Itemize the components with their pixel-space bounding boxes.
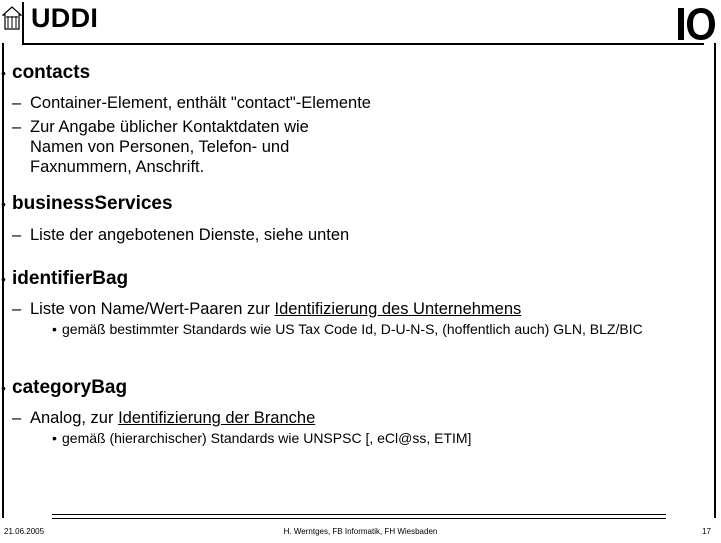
bullet-dot: • [1, 380, 6, 396]
bullet-dot: • [1, 65, 6, 81]
small-bullet-dot: • [52, 430, 57, 446]
subitem-text: Container-Element, enthält "contact"-Elemente [30, 94, 371, 112]
page-number: 17 [702, 527, 711, 536]
hochschule-logo-icon [674, 6, 719, 42]
bullet-dot: • [1, 196, 6, 212]
dash-bullet: – [12, 118, 22, 136]
subitem [12, 225, 670, 245]
item-categoryBag [1, 377, 128, 399]
subitem-text: Liste der angebotenen Dienste, siehe unten [30, 226, 350, 244]
detail-text: gemäß bestimmter Standards wie US Tax Code Id, D-U-N-S, (hoffentlich auch) GLN, BLZ/BIC [62, 321, 643, 337]
dash-bullet: – [12, 94, 22, 112]
item-contacts [1, 62, 91, 84]
subitem [12, 117, 360, 177]
dash-bullet: – [12, 226, 22, 244]
subitem-text: Analog, zur [30, 409, 119, 427]
home-icon[interactable] [2, 6, 22, 30]
slide-title: UDDI [31, 3, 99, 33]
detail-item [52, 430, 662, 447]
footer-rule [52, 514, 666, 519]
detail-text: gemäß (hierarchischer) Standards wie UNSPSC [, eCl@ss, ETIM] [62, 430, 472, 446]
subitem [12, 93, 670, 113]
title-underline [22, 43, 704, 45]
subitem [12, 299, 670, 319]
footer-author: H. Werntges, FB Informatik, FH Wiesbaden [283, 527, 438, 536]
detail-item [52, 321, 662, 338]
subitem-underlined-text: Identifizierung des Unternehmens [274, 300, 522, 318]
item-businessServices [1, 193, 173, 215]
small-bullet-dot: • [52, 321, 57, 337]
item-heading: contacts [12, 62, 91, 83]
bullet-dot: • [1, 271, 6, 287]
item-heading: categoryBag [12, 377, 128, 398]
item-identifierBag [1, 268, 129, 290]
footer-date: 21.06.2005 [4, 527, 45, 536]
dash-bullet: – [12, 300, 22, 318]
subitem-underlined-text: Identifizierung der Branche [118, 409, 316, 427]
right-border [714, 43, 716, 518]
item-heading: businessServices [12, 193, 173, 214]
item-heading: identifierBag [12, 268, 129, 289]
subitem [12, 408, 670, 428]
subitem-text: Liste von Name/Wert-Paaren zur [30, 300, 275, 318]
dash-bullet: – [12, 409, 22, 427]
subitem-text: Zur Angabe üblicher Kontaktdaten wie Namen von Personen, Telefon- und Faxnummern, Anschrift. [30, 118, 309, 176]
